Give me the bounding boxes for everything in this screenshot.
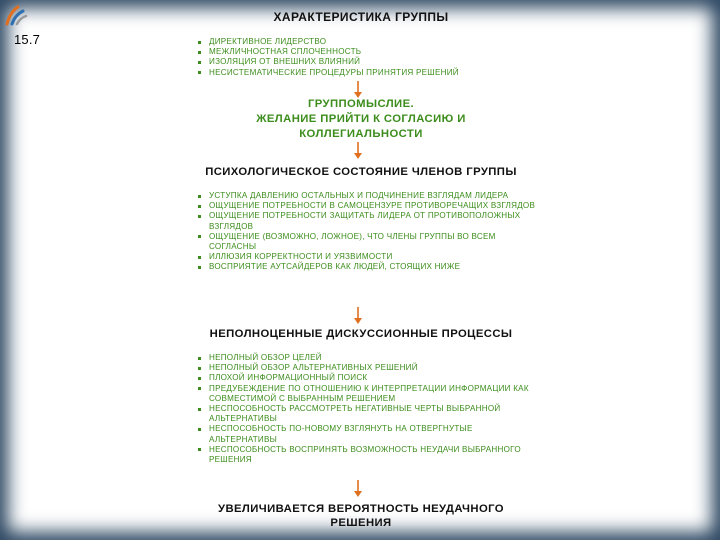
result-box: [180, 502, 542, 530]
list-item: ВОСПРИЯТИЕ АУТСАЙДЕРОВ КАК ЛЮДЕЙ, СТОЯЩИХ НИЖЕ: [196, 262, 536, 272]
result-line-2: РЕШЕНИЯ: [330, 517, 392, 529]
groupthink-line-1: ГРУППОМЫСЛИЕ.: [307, 98, 415, 110]
list-item: НЕПОЛНЫЙ ОБЗОР АЛЬТЕРНАТИВНЫХ РЕШЕНИЙ: [196, 363, 536, 373]
psych-state-title: ПСИХОЛОГИЧЕСКОЕ СОСТОЯНИЕ ЧЛЕНОВ ГРУППЫ: [205, 166, 517, 178]
list-item: НЕСПОСОБНОСТЬ РАССМОТРЕТЬ НЕГАТИВНЫЕ ЧЕРТЫ ВЫБРАННОЙ АЛЬТЕРНАТИВЫ: [196, 404, 536, 424]
result-line-1: УВЕЛИЧИВАЕТСЯ ВЕРОЯТНОСТЬ НЕУДАЧНОГО: [218, 503, 504, 515]
groupthink-line-3: КОЛЛЕГИАЛЬНОСТИ: [299, 128, 423, 140]
down-arrow-icon: [352, 480, 364, 498]
list-item: НЕСПОСОБНОСТЬ ВОСПРИНЯТЬ ВОЗМОЖНОСТЬ НЕУДАЧИ ВЫБРАННОГО РЕШЕНИЯ: [196, 445, 536, 465]
logo-icon: [4, 4, 28, 26]
list-item: НЕСИСТЕМАТИЧЕСКИЕ ПРОЦЕДУРЫ ПРИНЯТИЯ РЕШЕНИЙ: [196, 68, 536, 78]
list-item: НЕСПОСОБНОСТЬ ПО-НОВОМУ ВЗГЛЯНУТЬ НА ОТВЕРГНУТЫЕ АЛЬТЕРНАТИВЫ: [196, 424, 536, 444]
psych-state-list: [196, 191, 536, 273]
groupthink-line-2: ЖЕЛАНИЕ ПРИЙТИ К СОГЛАСИЮ И: [256, 113, 466, 125]
incomplete-processes-list: [196, 353, 536, 465]
list-item: МЕЖЛИЧНОСТНАЯ СПЛОЧЕННОСТЬ: [196, 47, 536, 57]
incomplete-processes-title: НЕПОЛНОЦЕННЫЕ ДИСКУССИОННЫЕ ПРОЦЕССЫ: [209, 328, 513, 340]
list-item: ИЗОЛЯЦИЯ ОТ ВНЕШНИХ ВЛИЯНИЙ: [196, 57, 536, 67]
list-item: ИЛЛЮЗИЯ КОРРЕКТНОСТИ И УЯЗВИМОСТИ: [196, 252, 536, 262]
list-item: ПЛОХОЙ ИНФОРМАЦИОННЫЙ ПОИСК: [196, 373, 536, 383]
list-item: ОЩУЩЕНИЕ ПОТРЕБНОСТИ ЗАЩИТАТЬ ЛИДЕРА ОТ ПРОТИВОПОЛОЖНЫХ ВЗГЛЯДОВ: [196, 211, 536, 231]
list-item: УСТУПКА ДАВЛЕНИЮ ОСТАЛЬНЫХ И ПОДЧИНЕНИЕ ВЗГЛЯДАМ ЛИДЕРА: [196, 191, 536, 201]
groupthink-box: [180, 97, 542, 142]
list-item: ОЩУЩЕНИЕ ПОТРЕБНОСТИ В САМОЦЕНЗУРЕ ПРОТИВОРЕЧАЩИХ ВЗГЛЯДОВ: [196, 201, 536, 211]
list-item: ДИРЕКТИВНОЕ ЛИДЕРСТВО: [196, 37, 536, 47]
figure-label: 15.7: [14, 32, 41, 47]
list-item: НЕПОЛНЫЙ ОБЗОР ЦЕЛЕЙ: [196, 353, 536, 363]
down-arrow-icon: [352, 307, 364, 325]
list-item: ПРЕДУБЕЖДЕНИЕ ПО ОТНОШЕНИЮ К ИНТЕРПРЕТАЦИИ ИНФОРМАЦИИ КАК СОВМЕСТИМОЙ С ВЫБРАННЫМ РЕШЕНИЕМ: [196, 384, 536, 404]
group-traits-list: [196, 37, 536, 78]
list-item: ОЩУЩЕНИЕ (ВОЗМОЖНО, ЛОЖНОЕ), ЧТО ЧЛЕНЫ ГРУППЫ ВО ВСЕМ СОГЛАСНЫ: [196, 232, 536, 252]
down-arrow-icon: [352, 142, 364, 160]
diagram-title: ХАРАКТЕРИСТИКА ГРУППЫ: [273, 10, 449, 24]
